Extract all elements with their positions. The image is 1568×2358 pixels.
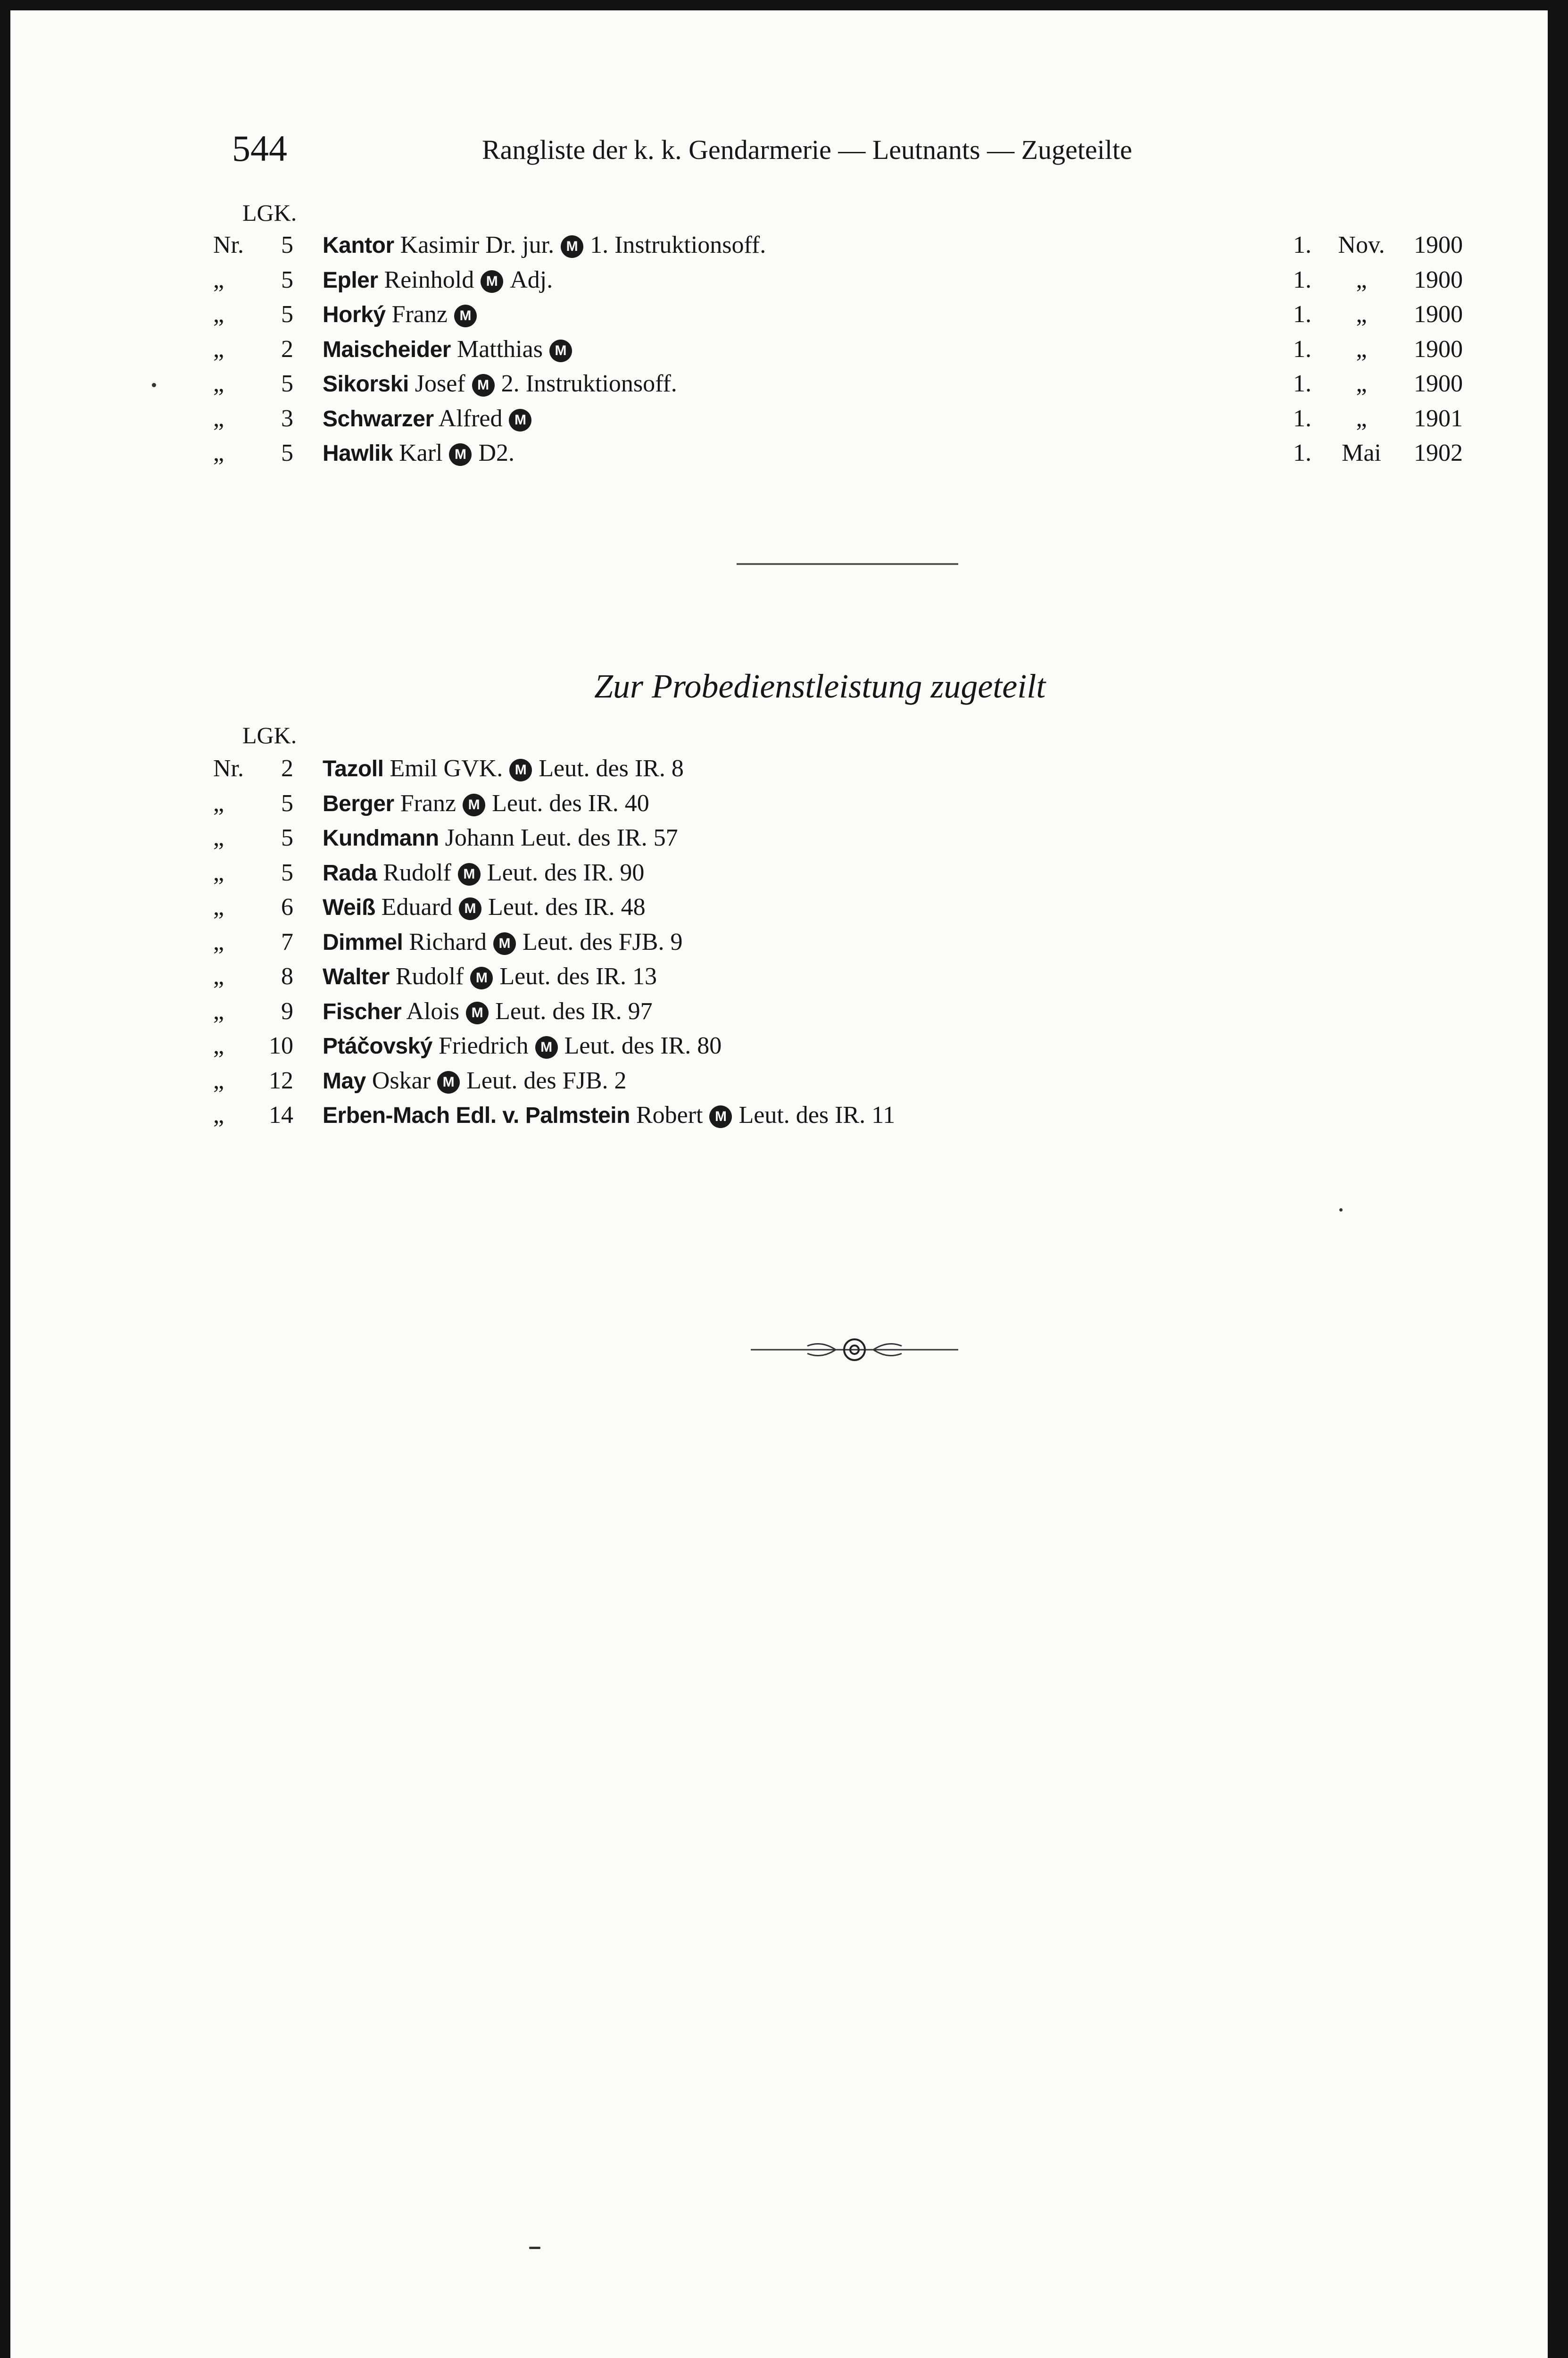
section2-row xyxy=(213,999,653,1024)
given-name: Matthias xyxy=(456,335,543,363)
given-name: Friedrich xyxy=(439,1032,529,1059)
row-prefix: Nr. xyxy=(213,232,244,258)
row-prefix: „ xyxy=(213,440,224,466)
lgk-number: 3 xyxy=(281,405,293,432)
row-note: Leut. des IR. 97 xyxy=(495,997,653,1025)
given-name: Alois xyxy=(406,997,460,1025)
row-prefix: „ xyxy=(213,335,224,363)
lgk-number: 5 xyxy=(281,232,293,258)
row-prefix: „ xyxy=(213,824,224,851)
page-number: 544 xyxy=(232,128,287,169)
row-prefix: „ xyxy=(213,997,224,1025)
military-badge-icon: M xyxy=(493,932,516,955)
section2-row xyxy=(213,826,678,850)
surname: Tazoll xyxy=(323,756,384,781)
section2-row xyxy=(213,930,682,955)
row-note: Leut. des IR. 40 xyxy=(492,789,649,817)
given-name: Johann Leut. des IR. 57 xyxy=(445,824,678,851)
section2-title: Zur Probedienstleistung zugeteilt xyxy=(594,667,1046,705)
military-badge-icon: M xyxy=(509,759,532,781)
date-d3: 1900 xyxy=(1414,301,1463,328)
surname: Erben-Mach Edl. v. Palmstein xyxy=(323,1103,630,1128)
date-d1: 1. xyxy=(1293,301,1311,328)
date-d1: 1. xyxy=(1293,266,1311,293)
given-name: Rudolf xyxy=(395,963,464,990)
lgk-number: 5 xyxy=(281,301,293,328)
section1-row xyxy=(213,372,677,397)
lgk-number: 5 xyxy=(281,440,293,466)
given-name: Richard xyxy=(409,928,487,955)
row-prefix: „ xyxy=(213,789,224,817)
date-d2: „ xyxy=(1356,335,1367,363)
row-note: 1. Instruktionsoff. xyxy=(590,232,766,258)
surname: Horký xyxy=(323,302,386,327)
row-prefix: „ xyxy=(213,894,224,921)
section1-col-label: LGK. xyxy=(242,199,297,226)
date-d2: Nov. xyxy=(1338,232,1385,258)
given-name: Franz xyxy=(391,301,448,328)
date-d3: 1900 xyxy=(1414,370,1463,397)
row-note: Adj. xyxy=(510,266,553,293)
row-prefix: Nr. xyxy=(213,755,244,782)
lgk-number: 14 xyxy=(269,1102,293,1129)
given-name: Eduard xyxy=(381,894,452,921)
date-d2: „ xyxy=(1356,301,1367,328)
military-badge-icon: M xyxy=(509,409,531,432)
row-note: Leut. des IR. 90 xyxy=(487,859,645,886)
surname: Maischeider xyxy=(323,337,451,362)
lgk-number: 7 xyxy=(281,928,293,955)
given-name: Kasimir Dr. jur. xyxy=(400,232,555,258)
surname: Ptáčovský xyxy=(323,1034,432,1059)
date-d2: Mai xyxy=(1342,440,1381,466)
lgk-number: 8 xyxy=(281,963,293,990)
date-d1: 1. xyxy=(1293,232,1311,258)
given-name: Josef xyxy=(415,370,465,397)
given-name: Robert xyxy=(636,1102,703,1129)
date-column xyxy=(1293,337,1463,362)
section2-row xyxy=(213,1103,895,1128)
row-prefix: „ xyxy=(213,1032,224,1059)
surname: Schwarzer xyxy=(323,406,434,432)
military-badge-icon: M xyxy=(481,270,503,293)
date-d3: 1902 xyxy=(1414,440,1463,466)
section-divider-rule xyxy=(737,563,958,565)
date-column xyxy=(1293,441,1463,465)
date-d1: 1. xyxy=(1293,440,1311,466)
surname: Hawlik xyxy=(323,441,393,466)
section1-row xyxy=(213,441,514,466)
lgk-number: 6 xyxy=(281,894,293,921)
section1-row xyxy=(213,233,766,258)
row-prefix: „ xyxy=(213,928,224,955)
ornament-divider xyxy=(751,1336,958,1364)
military-badge-icon: M xyxy=(472,374,495,397)
military-badge-icon: M xyxy=(459,897,481,920)
military-badge-icon: M xyxy=(466,1002,489,1024)
date-column xyxy=(1293,302,1463,327)
row-prefix: „ xyxy=(213,963,224,990)
section1-row xyxy=(213,268,553,293)
date-d1: 1. xyxy=(1293,335,1311,363)
military-badge-icon: M xyxy=(437,1071,460,1094)
given-name: Karl xyxy=(399,440,443,466)
row-prefix: „ xyxy=(213,301,224,328)
date-d2: „ xyxy=(1356,405,1367,432)
date-column xyxy=(1293,407,1463,431)
date-d3: 1900 xyxy=(1414,232,1463,258)
military-badge-icon: M xyxy=(470,967,493,989)
row-prefix: „ xyxy=(213,266,224,293)
military-badge-icon: M xyxy=(549,340,572,362)
row-note: 2. Instruktionsoff. xyxy=(501,370,677,397)
lgk-number: 2 xyxy=(281,335,293,363)
military-badge-icon: M xyxy=(535,1036,558,1059)
row-note: Leut. des IR. 8 xyxy=(539,755,684,782)
surname: Dimmel xyxy=(323,930,403,955)
speck xyxy=(152,383,156,387)
date-d2: „ xyxy=(1356,370,1367,397)
section1-row xyxy=(213,337,579,362)
speck xyxy=(529,2247,540,2249)
speck xyxy=(1339,1208,1343,1212)
surname: Sikorski xyxy=(323,372,409,397)
lgk-number: 2 xyxy=(281,755,293,782)
given-name: Reinhold xyxy=(384,266,474,293)
military-badge-icon: M xyxy=(454,305,477,327)
date-d3: 1900 xyxy=(1414,266,1463,293)
given-name: Franz xyxy=(400,789,456,817)
surname: Kundmann xyxy=(323,826,439,851)
lgk-number: 5 xyxy=(281,824,293,851)
section2-row xyxy=(213,895,646,920)
section2-row xyxy=(213,791,649,816)
surname: Walter xyxy=(323,964,390,989)
given-name: Emil GVK. xyxy=(390,755,503,782)
military-badge-icon: M xyxy=(458,863,481,886)
date-d3: 1901 xyxy=(1414,405,1463,432)
date-d3: 1900 xyxy=(1414,335,1463,363)
running-title: Rangliste der k. k. Gendarmerie — Leutnants — Zugeteilte xyxy=(482,134,1132,165)
row-prefix: „ xyxy=(213,370,224,397)
given-name: Oskar xyxy=(372,1067,431,1094)
row-note: Leut. des IR. 11 xyxy=(738,1102,896,1129)
surname: Fischer xyxy=(323,999,402,1024)
lgk-number: 5 xyxy=(281,266,293,293)
row-note: Leut. des FJB. 9 xyxy=(523,928,683,955)
row-prefix: „ xyxy=(213,859,224,886)
military-badge-icon: M xyxy=(561,235,583,258)
surname: Kantor xyxy=(323,233,394,258)
lgk-number: 5 xyxy=(281,370,293,397)
page xyxy=(10,10,1548,2358)
row-prefix: „ xyxy=(213,1067,224,1094)
lgk-number: 12 xyxy=(269,1067,293,1094)
row-prefix: „ xyxy=(213,405,224,432)
section2-row xyxy=(213,1034,722,1059)
surname: Berger xyxy=(323,791,394,816)
lgk-number: 5 xyxy=(281,859,293,886)
military-badge-icon: M xyxy=(709,1105,732,1128)
date-d2: „ xyxy=(1356,266,1367,293)
row-prefix: „ xyxy=(213,1102,224,1129)
surname: Epler xyxy=(323,267,378,293)
row-note: Leut. des IR. 13 xyxy=(499,963,657,990)
lgk-number: 9 xyxy=(281,997,293,1025)
section2-row xyxy=(213,1069,627,1094)
section2-row xyxy=(213,861,644,886)
section2-row xyxy=(213,964,657,989)
lgk-number: 5 xyxy=(281,789,293,817)
section1-row xyxy=(213,407,538,432)
section2-row xyxy=(213,756,684,781)
row-note: Leut. des IR. 48 xyxy=(488,894,646,921)
date-column xyxy=(1293,372,1463,396)
row-note: D2. xyxy=(478,440,515,466)
military-badge-icon: M xyxy=(463,794,485,816)
given-name: Rudolf xyxy=(383,859,451,886)
row-note: Leut. des FJB. 2 xyxy=(466,1067,627,1094)
date-column xyxy=(1293,233,1463,257)
date-d1: 1. xyxy=(1293,370,1311,397)
military-badge-icon: M xyxy=(449,443,472,466)
given-name: Alfred xyxy=(438,405,503,432)
date-d1: 1. xyxy=(1293,405,1311,432)
lgk-number: 10 xyxy=(269,1032,293,1059)
row-note: Leut. des IR. 80 xyxy=(564,1032,722,1059)
section1-row xyxy=(213,302,483,327)
date-column xyxy=(1293,268,1463,292)
surname: Weiß xyxy=(323,895,375,920)
surname: Rada xyxy=(323,860,377,886)
section2-col-label: LGK. xyxy=(242,722,297,748)
surname: May xyxy=(323,1068,366,1094)
